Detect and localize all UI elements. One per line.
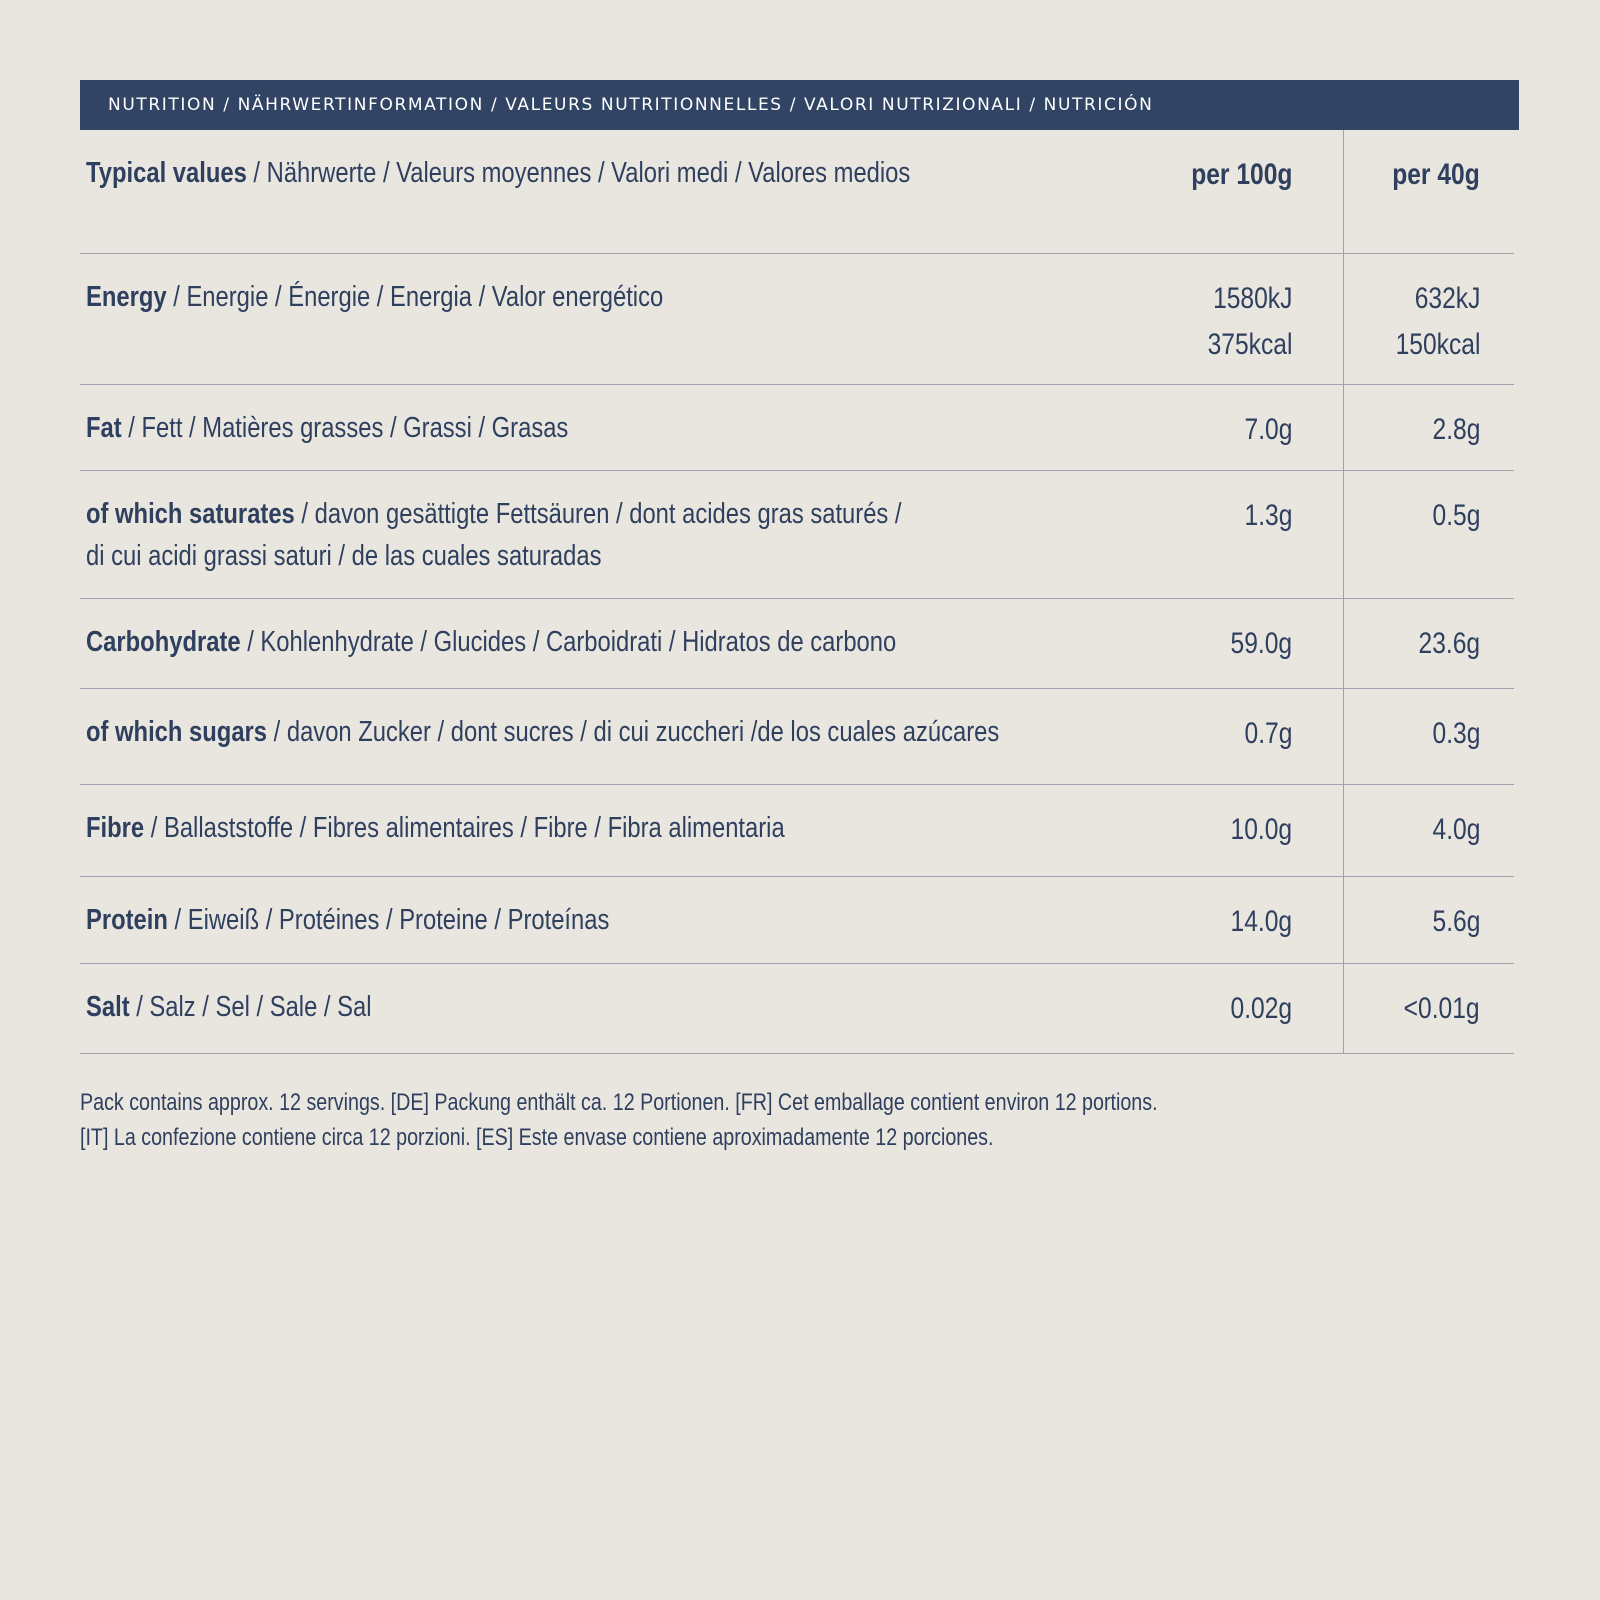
table-row-carbohydrate — [80, 599, 1514, 689]
salt-translations: / Salz / Sel / Sale / Sal — [129, 991, 372, 1023]
energy-per100 — [1207, 276, 1292, 368]
carbohydrate-per40: 23.6g — [1418, 627, 1480, 660]
sugars-label — [86, 711, 1000, 753]
carbohydrate-translations: / Kohlenhydrate / Glucides / Carboidrati / Hidratos de carbono — [240, 626, 897, 658]
fat-per100: 7.0g — [1244, 413, 1292, 446]
salt-per100: 0.02g — [1230, 992, 1292, 1025]
carbohydrate-per100: 59.0g — [1230, 627, 1292, 660]
table-row-fibre — [80, 785, 1514, 877]
servings-footnote — [80, 1085, 1158, 1155]
energy-per40-kj: 632kJ — [1414, 282, 1480, 315]
sugars-per40: 0.3g — [1432, 717, 1480, 750]
typical-values-translations: / Nährwerte / Valeurs moyennes / Valori medi / Valores medios — [246, 157, 911, 189]
column-divider — [1343, 599, 1344, 688]
table-row-protein — [80, 877, 1514, 964]
column-header-per40: per 40g — [1392, 158, 1480, 191]
energy-translations: / Energie / Énergie / Energia / Valor energético — [166, 281, 664, 313]
fibre-bold: Fibre — [86, 812, 145, 844]
salt-per40: <0.01g — [1404, 992, 1480, 1025]
protein-per40: 5.6g — [1432, 905, 1480, 938]
nutrition-header-bar — [80, 80, 1519, 130]
fibre-translations: / Ballaststoffe / Fibres alimentaires / Fibre / Fibra alimentaria — [144, 812, 785, 844]
column-divider — [1343, 964, 1344, 1053]
protein-label — [86, 899, 906, 941]
nutrition-header-title: NUTRITION / NÄHRWERTINFORMATION / VALEURS NUTRITIONNELLES / VALORI NUTRIZIONALI / NUTRICIÓN — [108, 95, 1154, 115]
table-row-salt — [80, 964, 1514, 1054]
saturates-per40: 0.5g — [1432, 499, 1480, 532]
column-divider — [1343, 471, 1344, 598]
saturates-translations: / davon gesättigte Fettsäuren / dont acides gras saturés / — [294, 498, 902, 530]
salt-label — [86, 986, 906, 1028]
carbohydrate-bold: Carbohydrate — [86, 626, 241, 658]
table-row-saturates — [80, 471, 1514, 599]
protein-per100: 14.0g — [1230, 905, 1292, 938]
energy-per40 — [1395, 276, 1480, 368]
table-row-energy — [80, 254, 1514, 385]
table-row-sugars — [80, 689, 1514, 785]
sugars-bold: of which sugars — [86, 716, 268, 748]
table-header-row — [80, 130, 1514, 254]
typical-values-label — [86, 152, 911, 194]
energy-per40-kcal: 150kcal — [1395, 328, 1480, 361]
carbohydrate-label — [86, 621, 906, 663]
column-divider — [1343, 689, 1344, 784]
fat-per40: 2.8g — [1432, 413, 1480, 446]
fat-label — [86, 407, 906, 449]
footnote-line-1: Pack contains approx. 12 servings. [DE] Packung enthält ca. 12 Portionen. [FR] Cet emballage contient environ 12 portions. — [80, 1089, 1158, 1116]
energy-per100-kj: 1580kJ — [1212, 282, 1292, 315]
nutrition-table — [80, 130, 1514, 1054]
energy-label — [86, 276, 906, 318]
protein-bold: Protein — [86, 904, 168, 936]
saturates-per100: 1.3g — [1244, 499, 1292, 532]
saturates-translations-line2: di cui acidi grassi saturi / de las cuales saturadas — [86, 540, 602, 572]
typical-values-bold: Typical values — [86, 157, 247, 189]
energy-per100-kcal: 375kcal — [1207, 328, 1292, 361]
column-divider — [1343, 385, 1344, 470]
column-divider — [1343, 877, 1344, 963]
fat-bold: Fat — [86, 412, 122, 444]
fibre-per100: 10.0g — [1230, 813, 1292, 846]
footnote-line-2: [IT] La confezione contiene circa 12 porzioni. [ES] Este envase contiene aproximadamente 12 porciones. — [80, 1124, 994, 1151]
saturates-bold: of which saturates — [86, 498, 295, 530]
protein-translations: / Eiweiß / Protéines / Proteine / Proteínas — [167, 904, 610, 936]
fat-translations: / Fett / Matières grasses / Grassi / Grasas — [121, 412, 569, 444]
column-divider — [1343, 130, 1344, 253]
table-row-fat — [80, 385, 1514, 471]
column-divider — [1343, 785, 1344, 876]
fibre-label — [86, 807, 906, 849]
fibre-per40: 4.0g — [1432, 813, 1480, 846]
sugars-translations: / davon Zucker / dont sucres / di cui zuccheri /de los cuales azúcares — [267, 716, 1000, 748]
saturates-label — [86, 493, 906, 577]
energy-bold: Energy — [86, 281, 167, 313]
sugars-per100: 0.7g — [1244, 717, 1292, 750]
column-divider — [1343, 254, 1344, 384]
column-header-per100: per 100g — [1190, 158, 1292, 191]
salt-bold: Salt — [86, 991, 130, 1023]
